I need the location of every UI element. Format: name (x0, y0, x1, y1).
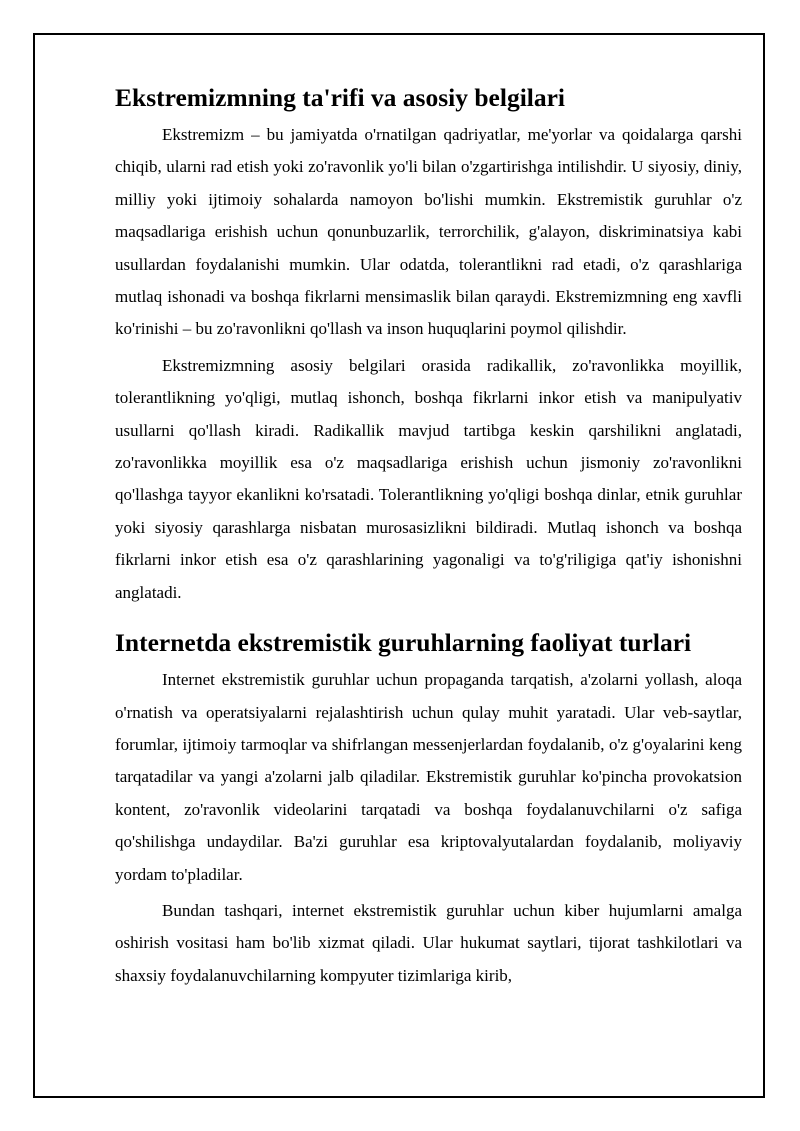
paragraph: Ekstremizm – bu jamiyatda o'rnatilgan qadriyatlar, me'yorlar va qoidalarga qarshi chiqib, ularni rad etish yoki zo'ravonlik yo'li bilan o'zgartirishga intilishdir. U siyosiy, diniy, milliy yoki ijtimoiy sohalarda namoyon bo'lishi mumkin. Ekstremistik guruhlar o'z maqsadlariga erishish uchun qonunbuzarlik, terrorchilik, g'alayon, diskriminatsiya kabi usullardan foydalanishi mumkin. Ular odatda, tolerantlikni rad etadi, o'z qarashlariga mutlaq ishonadi va boshqa fikrlarni mensimaslik bilan qaraydi. Ekstremizmning eng xavfli ko'rinishi – bu zo'ravonlikni qo'llash va inson huquqlarini poymol qilishdir. (115, 125, 742, 339)
document-body (115, 82, 742, 992)
paragraph: Bundan tashqari, internet ekstremistik guruhlar uchun kiber hujumlarni amalga oshirish vositasi ham bo'lib xizmat qiladi. Ular hukumat saytlari, tijorat tashkilotlari va shaxsiy foydalanuvchilarning kompyuter tizimlariga kirib, (115, 900, 742, 985)
paragraph: Ekstremizmning asosiy belgilari orasida radikallik, zo'ravonlikka moyillik, tolerantlikning yo'qligi, mutlaq ishonch, boshqa fikrlarni inkor etish va manipulyativ usullarni qo'llash kiradi. Radikallik mavjud tartibga keskin qarshilikni anglatadi, zo'ravonlikka moyillik esa o'z maqsadlariga erishish uchun jismoniy zo'ravonlikni qo'llashga tayyor ekanlikni ko'rsatadi. Tolerantlikning yo'qligi boshqa dinlar, etnik guruhlar yoki siyosiy qarashlarga nisbatan murosasizlikni bildiradi. Mutlaq ishonch va boshqa fikrlarni inkor etish esa o'z qarashlarining yagonaligi va to'g'riligiga qat'iy ishonishni anglatadi. (115, 355, 742, 602)
paragraph: Internet ekstremistik guruhlar uchun propaganda tarqatish, a'zolarni yollash, aloqa o'rnatish va operatsiyalarni rejalashtirish uchun qulay muhit yaratadi. Ular veb-saytlar, forumlar, ijtimoiy tarmoqlar va shifrlangan messenjerlardan foydalanib, o'z g'oyalarini keng tarqatadilar va yangi a'zolarni jalb qiladilar. Ekstremistik guruhlar ko'pincha provokatsion kontent, zo'ravonlik videolarini tarqatadi va boshqa foydalanuvchilarni o'z safiga qo'shilishga undaydilar. Ba'zi guruhlar esa kriptovalyutalardan foydalanib, moliyaviy yordam to'pladilar. (115, 670, 742, 884)
section-heading-definition: Ekstremizmning ta'rifi va asosiy belgilari (115, 83, 566, 112)
section-heading-internet-activity: Internetda ekstremistik guruhlarning faoliyat turlari (115, 628, 692, 658)
